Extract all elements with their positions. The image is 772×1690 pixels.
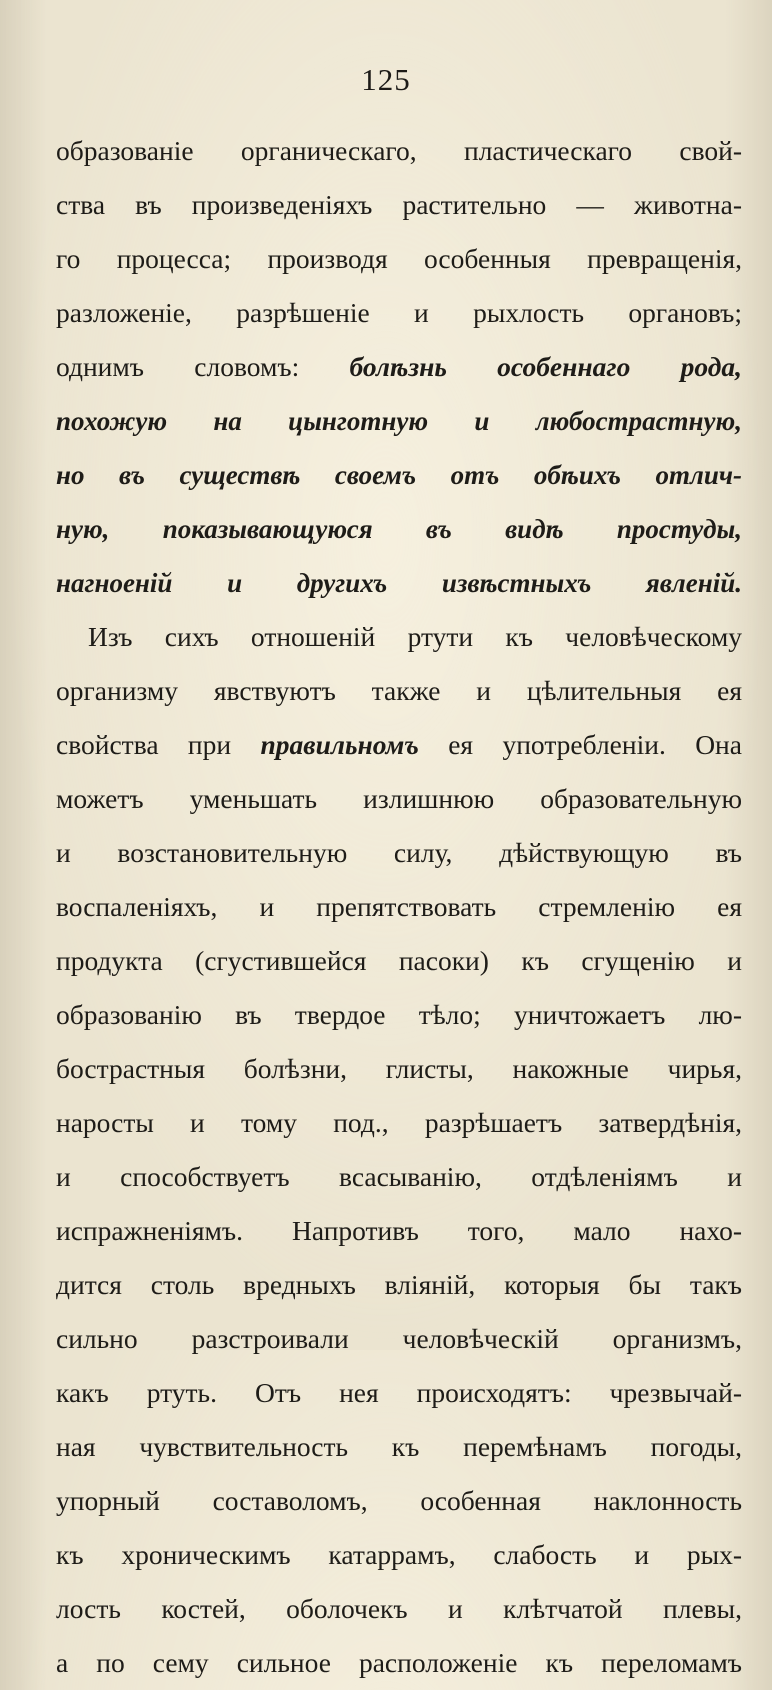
text-line: свойства при правильномъ ея употребленіи. Она [56, 729, 742, 760]
italic-emphasis: болѣзнь особеннаго рода, [349, 351, 742, 382]
text-line: какъ ртуть. Отъ нея происходятъ: чрезвычай- [56, 1377, 742, 1408]
text-line: разложеніе, разрѣшеніе и рыхлость органовъ; [56, 297, 742, 328]
text-line: и возстановительную силу, дѣйствующую въ [56, 837, 742, 868]
text-line: го процесса; производя особенныя превращенія, [56, 243, 742, 274]
text-line: организму явствуютъ также и цѣлительныя ея [56, 675, 742, 706]
italic-text-line: похожую на цынготную и любострастную, [56, 406, 742, 436]
text-line: ная чувствительность къ перемѣнамъ погоды, [56, 1431, 742, 1462]
text-line: бострастныя болѣзни, глисты, накожные чирья, [56, 1053, 742, 1084]
text-line: и способствуетъ всасыванію, отдѣленіямъ и [56, 1161, 742, 1192]
text-line: испражненіямъ. Напротивъ того, мало нахо- [56, 1215, 742, 1246]
text-line: образованію въ твердое тѣло; уничтожаетъ лю- [56, 999, 742, 1030]
text-line: лость костей, оболочекъ и клѣтчатой плевы, [56, 1593, 742, 1624]
page-number: 125 [361, 62, 411, 97]
text-line: упорный составоломъ, особенная наклонность [56, 1485, 742, 1516]
italic-text-line: но въ существѣ своемъ отъ обѣихъ отлич- [56, 460, 742, 490]
italic-text-line: нагноеній и другихъ извѣстныхъ явленій. [56, 568, 742, 598]
text-line: образованіе органическаго, пластическаго свой- [56, 135, 742, 166]
paragraph-first-line: Изъ сихъ отношеній ртути къ человѣческому [88, 621, 742, 652]
text-line: наросты и тому под., разрѣшаетъ затвердѣнія, [56, 1107, 742, 1138]
body-text [56, 124, 742, 1690]
text-line: можетъ уменьшать излишнюю образовательную [56, 783, 742, 814]
text-line: продукта (сгустившейся пасоки) къ сгущенію и [56, 945, 742, 976]
text-line: къ хроническимъ катаррамъ, слабость и рых- [56, 1539, 742, 1570]
text-line: сильно разстроивали человѣческій организмъ, [56, 1323, 742, 1354]
text-line: а по сему сильное расположеніе къ переломамъ [56, 1647, 742, 1678]
text-line: ства въ произведеніяхъ растительно — животна- [56, 189, 742, 220]
italic-text-line: ную, показывающуюся въ видѣ простуды, [56, 514, 742, 544]
text-line: дится столь вредныхъ вліяній, которыя бы такъ [56, 1269, 742, 1300]
italic-emphasis: правильномъ [260, 729, 419, 760]
text-line: воспаленіяхъ, и препятствовать стремленію ея [56, 891, 742, 922]
text-line: однимъ словомъ: болѣзнь особеннаго рода, [56, 351, 742, 382]
